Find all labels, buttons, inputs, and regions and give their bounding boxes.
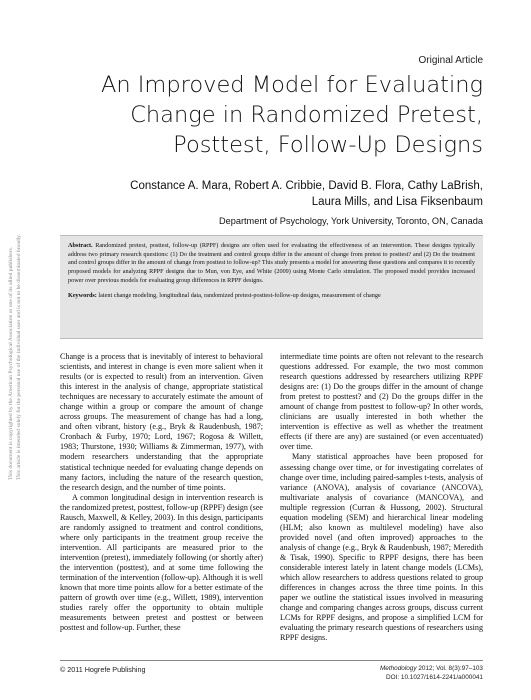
footer-copyright: © 2011 Hogrefe Publishing [60,665,146,674]
article-title [60,70,483,160]
title-line: Change in Randomized Pretest, [130,102,483,128]
journal-citation [380,664,483,673]
body-paragraph: Many statistical approaches have been proposed for assessing change over time, or for investigating correlates of change over time, including paired-samples t-tests, analysis of variance (ANOVA), analysis of covariance (ANCOVA), multivariate analysis of covariance (MANCOVA), and multiple regression (Curran & Hussong, 2002). Structural equation modeling (SEM) and hierarchical linear modeling (HLM; also known as multilevel modeling) have also provided novel (and often improved) approaches to the analysis of change (e.g., Bryk & Raudenbush, 1987; Meredith & Tisak, 1990). Specific to RPPF designs, there has been considerable interest lately in latent change models (LCMs), which allow researchers to address questions related to group differences in changes across the three time points. In this paper we outline the statistical issues involved in measuring change and comparing changes across groups, discuss current LCMs for RPPF designs, and propose a simplified LCM for evaluating the primary research questions of researchers using RPPF designs. [280,452,483,643]
journal-volume: 2012; Vol. 8(3):97–103 [416,665,483,672]
section-label: Original Article [418,55,483,66]
abstract-text: Randomized pretest, posttest, follow-up (RPPF) designs are often used for evaluating the effectiveness of an intervention. These designs typically address two primary research questions: (1) Do the treatment and control groups differ in the amount of change from pretest to posttest? and (2) Do the treatment and control groups differ in the amount of change from posttest to follow-up? This study presents a model for answering these questions and compares it to recently proposed models for analyzing RPPF designs due to Mun, von Eye, and White (2009) using Monte Carlo simulation. The proposed model provides increased power over previous models for evaluating group differences in RPPF designs. [68,242,476,284]
affiliation: Department of Psychology, York University, Toronto, ON, Canada [218,216,483,226]
journal-name: Methodology [379,665,417,672]
abstract-paragraph [68,242,475,286]
body-paragraph: A common longitudinal design in intervention research is the randomized pretest, posttest, follow-up (RPPF) design (see Rausch, Maxwell, & Kelley, 2003). In this design, participants are randomly assigned to treatment and control conditions, where only participants in the treatment group receive the intervention. All participants are measured prior to the intervention (pretest), immediately following (or shortly after) the intervention (posttest), and at some time following the termination of the intervention (follow-up). Although it is well known that more time points allow for a better estimate of the pattern of growth over time (e.g., Willett, 1989), intervention studies rarely offer the opportunity to obtain multiple measurements between pretest and posttest or between posttest and follow-up. Further, these [60,492,263,633]
author-line: Constance A. Mara, Robert A. Cribbie, David B. Flora, Cathy LaBrish, [130,180,483,192]
abstract-box [60,235,483,339]
author-list [60,178,483,210]
footer-citation [380,664,483,682]
body-column-right [280,352,483,643]
abstract-label: Abstract. [68,242,93,249]
body-column-left [60,352,263,633]
body-paragraph: Change is a process that is inevitably of interest to behavioral scientists, and interest in change is even more salient when it results (or is expected to result) from an intervention. Given this interest in the analysis of change, appropriate statistical techniques are necessary to accurately estimate the amount of change within a group or compare the amount of change across groups. The measurement of change has had a long, and often vibrant, history (e.g., Bryk & Raudenbush, 1987; Cronbach & Furby, 1970; Lord, 1967; Rogosa & Willett, 1983; Thurstone, 1930; Williams & Zimmerman, 1977), with modern researchers understanding that the appropriate statistical technique needed for evaluating change depends on many factors, including the nature of the research question, the research design, and the number of time points. [60,352,263,492]
title-line: Posttest, Follow-Up Designs [173,132,483,158]
side-note-line-2: This article is intended solely for the personal use of the individual user and is not to be disseminated broadly. [16,233,22,480]
author-line: Laura Mills, and Lisa Fiksenbaum [311,196,483,208]
side-note-line-1: This document is copyrighted by the American Psychological Association or one of its allied publishers. [8,246,14,480]
keywords-paragraph [68,292,475,301]
copyright-side-note [2,180,26,480]
doi: DOI: 10.1027/1614-2241/a000041 [385,674,483,681]
keywords-label: Keywords: [68,291,97,299]
keywords-text: latent change modeling, longitudinal data, randomized pretest-posttest-follow-up designs, measurement of change [98,291,381,299]
title-line: An Improved Model for Evaluating [100,72,483,98]
body-paragraph: intermediate time points are often not relevant to the research questions addressed. For example, the two most common research questions addressed by researchers utilizing RPPF designs are: (1) Do the groups differ in the amount of change from pretest to posttest? and (2) Do the groups differ in the amount of change from posttest to follow-up? In other words, clinicians are usually interested in both whether the intervention is effective as well as whether the treatment effects (if there are any) are sustained (or even accentuated) over time. [280,352,483,452]
footer-divider [60,660,483,661]
